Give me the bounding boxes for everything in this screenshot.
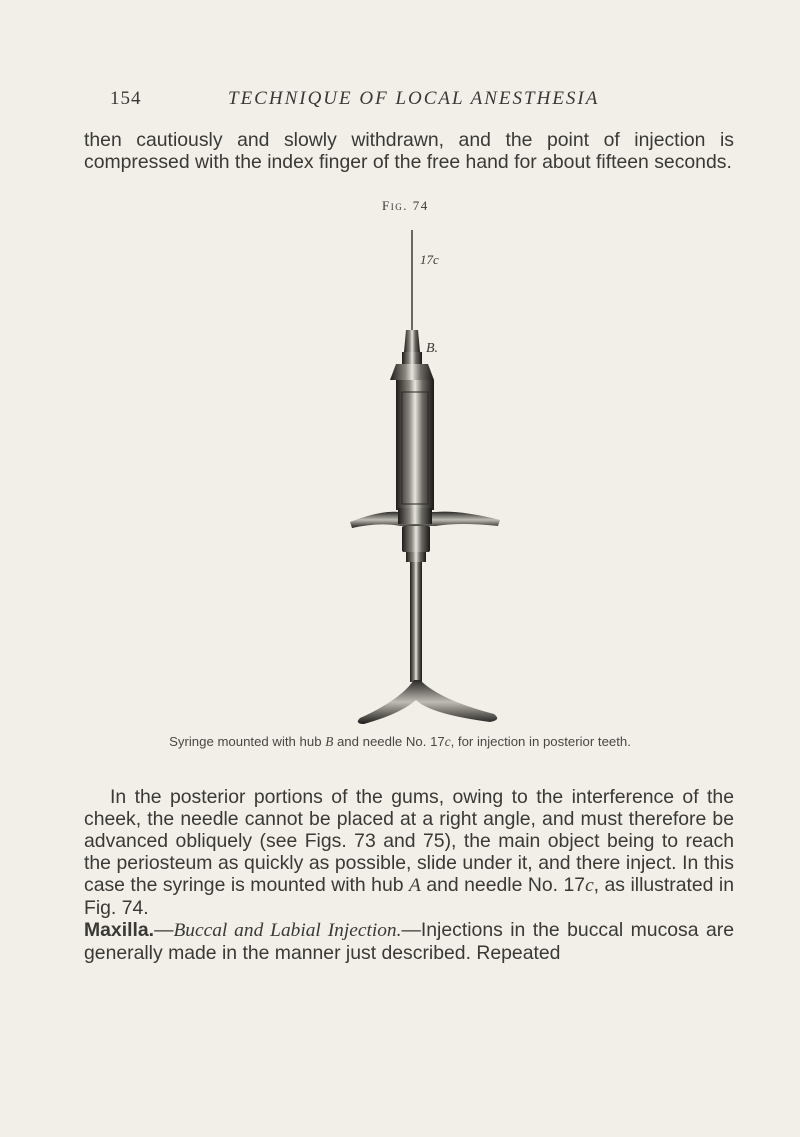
needle-hub	[404, 330, 420, 352]
plunger-rod	[410, 562, 422, 682]
section-heading: Maxilla.	[84, 919, 155, 941]
paragraph-continuation: then cautiously and slowly withdrawn, and the point of injection is compressed with the index finger of the free hand for about fifteen seconds.	[84, 129, 734, 173]
figure-caption: Syringe mounted with hub B and needle No. 17c, for injection in posterior teeth.	[169, 734, 631, 749]
figure-label: Fig. 74	[382, 198, 429, 213]
thumb-rest	[358, 680, 497, 724]
paragraph-body: In the posterior portions of the gums, owing to the interference of the cheek, the needle cannot be placed at a right angle, and must therefore be advanced obliquely (see Figs. 73 and 75), the main object being to reach the periosteum as quickly as possible, slide under it, and there inject. In this case the syringe is mounted with hub A and needle No. 17c, as illustrated in Fig. 74. Maxilla.—Buccal and Labial Injection.—Injections in the buccal mucosa are generally made in the manner just described. Repeated	[84, 786, 735, 964]
section-subheading: Buccal and Labial Injection.	[173, 920, 402, 941]
running-header	[110, 88, 710, 112]
hub-label: B.	[426, 341, 439, 356]
running-title: TECHNIQUE OF LOCAL ANESTHESIA	[228, 88, 600, 109]
barrel-cap	[390, 364, 434, 380]
syringe-illustration	[330, 230, 510, 740]
page-number: 154	[110, 88, 142, 109]
needle-label: 17c	[420, 252, 439, 267]
